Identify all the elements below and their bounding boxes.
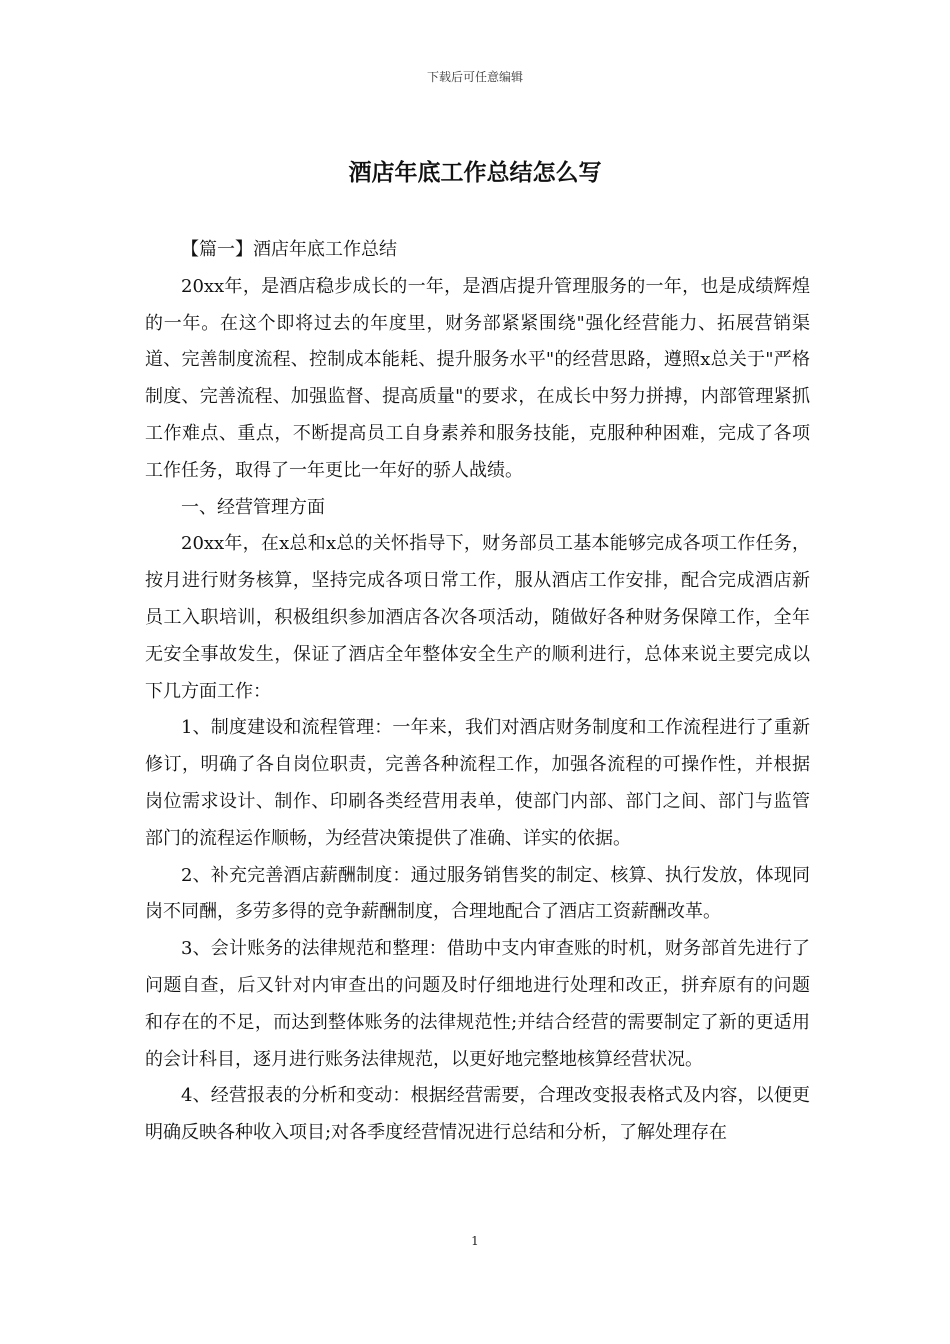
document-title: 酒店年底工作总结怎么写 [348,159,602,186]
section-heading-operations: 一、经营管理方面 [181,496,325,518]
page-number: 1 [471,1234,479,1248]
intro-paragraph: 20xx年，是酒店稳步成长的一年，是酒店提升管理服务的一年，也是成绩辉煌的一年。在这个即将过去的年度里，财务部紧紧围绕"强化经营能力、拓展营销渠道、完善制度流程、控制成本能耗、提升服务水平"的经营思路，遵照x总关于"严格制度、完善流程、加强监督、提高质量"的要求，在成长中努力拼搏，内部管理紧抓工作难点、重点，不断提高员工自身素养和服务技能，克服种种困难，完成了各项工作任务，取得了一年更比一年好的骄人战绩。 [145,275,810,481]
document-body [145,232,810,1152]
operations-paragraph: 20xx年，在x总和x总的关怀指导下，财务部员工基本能够完成各项工作任务，按月进行财务核算，坚持完成各项日常工作，服从酒店工作安排，配合完成酒店新员工入职培训，积极组织参加酒店各次各项活动，随做好各种财务保障工作，全年无安全事故发生，保证了酒店全年整体安全生产的顺利进行，总体来说主要完成以下几方面工作： [145,533,810,702]
item-1-paragraph: 1、制度建设和流程管理：一年来，我们对酒店财务制度和工作流程进行了重新修订，明确了各自岗位职责，完善各种流程工作，加强各流程的可操作性，并根据岗位需求设计、制作、印刷各类经营用表单，使部门内部、部门之间、部门与监管部门的流程运作顺畅，为经营决策提供了准确、详实的依据。 [145,717,810,849]
header-note: 下载后可任意编辑 [426,70,523,84]
item-4-paragraph: 4、经营报表的分析和变动：根据经营需要，合理改变报表格式及内容，以便更明确反映各种收入项目;对各季度经营情况进行总结和分析，了解处理存在 [145,1085,810,1144]
section-heading-part-one: 【篇一】酒店年底工作总结 [181,239,397,260]
item-3-paragraph: 3、会计账务的法律规范和整理：借助中支内审查账的时机，财务部首先进行了问题自查，后又针对内审查出的问题及时仔细地进行处理和改正，拼弃原有的问题和存在的不足，而达到整体账务的法律规范性;并结合经营的需要制定了新的更适用的会计科目，逐月进行账务法律规范，以更好地完整地核算经营状况。 [145,938,810,1070]
item-2-paragraph: 2、补充完善酒店薪酬制度：通过服务销售奖的制定、核算、执行发放，体现同岗不同酬，多劳多得的竞争薪酬制度，合理地配合了酒店工资薪酬改革。 [145,864,810,923]
